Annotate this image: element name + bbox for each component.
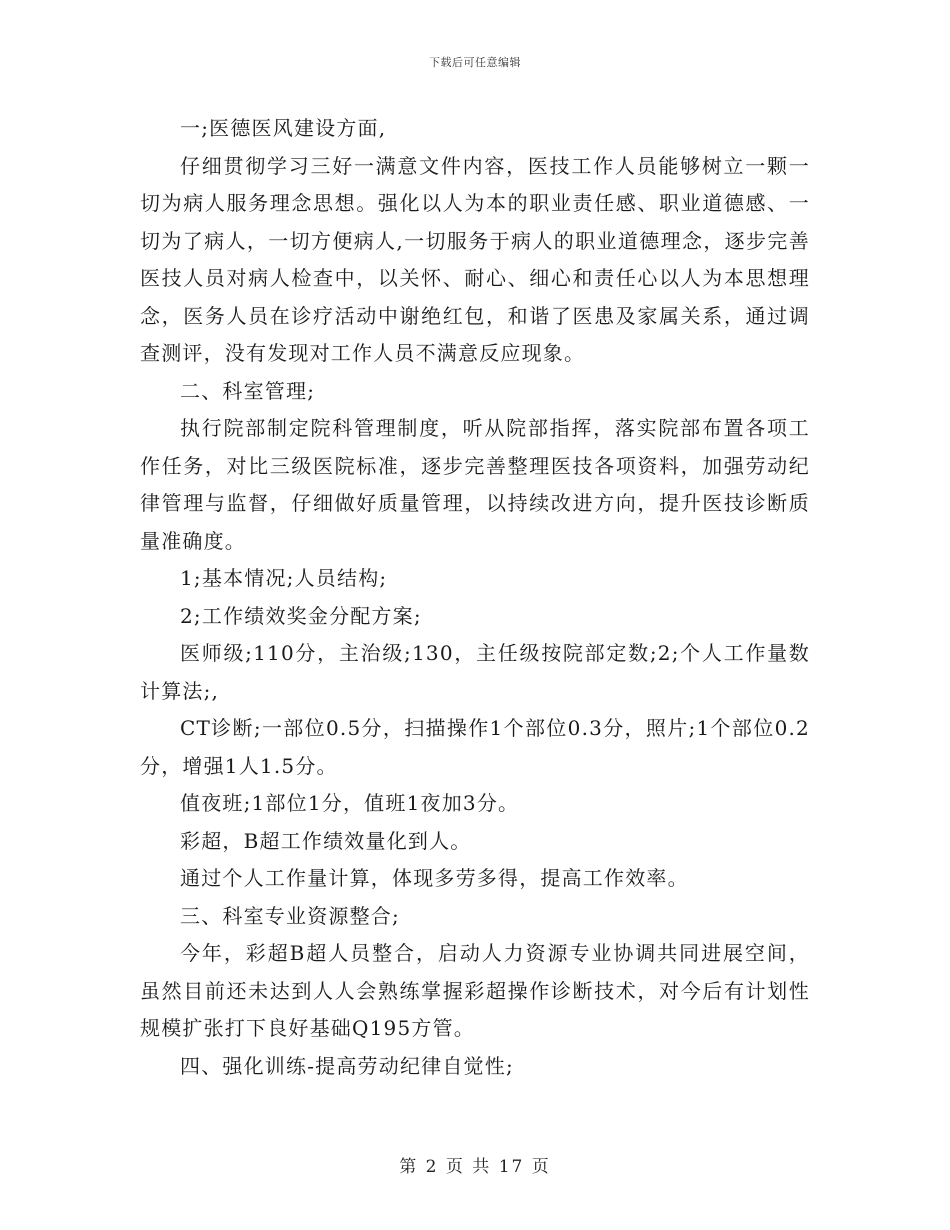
paragraph-ct-scoring: CT诊断;一部位0.5分，扫描操作1个部位0.3分，照片;1个部位0.2分，增强1人1.5分。: [140, 716, 810, 778]
section-heading-department-management: 二、科室管理;: [180, 378, 316, 403]
paragraph-medical-ethics: 仔细贯彻学习三好一满意文件内容，医技工作人员能够树立一颗一切为病人服务理念思想。强化以人为本的职业责任感、职业道德感、一切为了病人，一切方便病人,一切服务于病人的职业道德理念，逐步完善医技人员对病人检查中，以关怀、耐心、细心和责任心以人为本思想理念，医务人员在诊疗活动中谢绝红包，和谐了医患及家属关系，通过调查测评，没有发现对工作人员不满意反应现象。: [140, 153, 810, 365]
section-heading-medical-ethics: 一;医德医风建设方面,: [180, 116, 387, 140]
page-header: 下载后可任意编辑: [429, 56, 521, 69]
section-heading-resource-integration: 三、科室专业资源整合;: [180, 903, 400, 928]
list-item-bonus-plan: 2;工作绩效奖金分配方案;: [180, 603, 422, 628]
section-heading-training: 四、强化训练-提高劳动纪律自觉性;: [180, 1053, 514, 1078]
paragraph-resource-integration: 今年，彩超B超人员整合，启动人力资源专业协调共同进展空间，虽然目前还未达到人人会熟练掌握彩超操作诊断技术，对今后有计划性规模扩张打下良好基础Q195方管。: [140, 941, 810, 1040]
paragraph-ultrasound: 彩超，B超工作绩效量化到人。: [180, 828, 472, 853]
paragraph-night-shift: 值夜班;1部位1分，值班1夜加3分。: [180, 791, 520, 815]
paragraph-department-management: 执行院部制定院科管理制度，听从院部指挥，落实院部布置各项工作任务，对比三级医院标准，逐步完善整理医技各项资料，加强劳动纪律管理与监督，仔细做好质量管理，以持续改进方向，提升医技诊断质量准确度。: [140, 416, 810, 553]
paragraph-physician-levels: 医师级;110分，主治级;130，主任级按院部定数;2;个人工作量数计算法;,: [140, 641, 810, 703]
paragraph-workload: 通过个人工作量计算，体现多劳多得，提高工作效率。: [180, 866, 689, 890]
list-item-basic-info: 1;基本情况;人员结构;: [180, 566, 388, 590]
document-body: [140, 110, 810, 1085]
page-footer: 第 2 页 共 17 页: [399, 1157, 551, 1177]
